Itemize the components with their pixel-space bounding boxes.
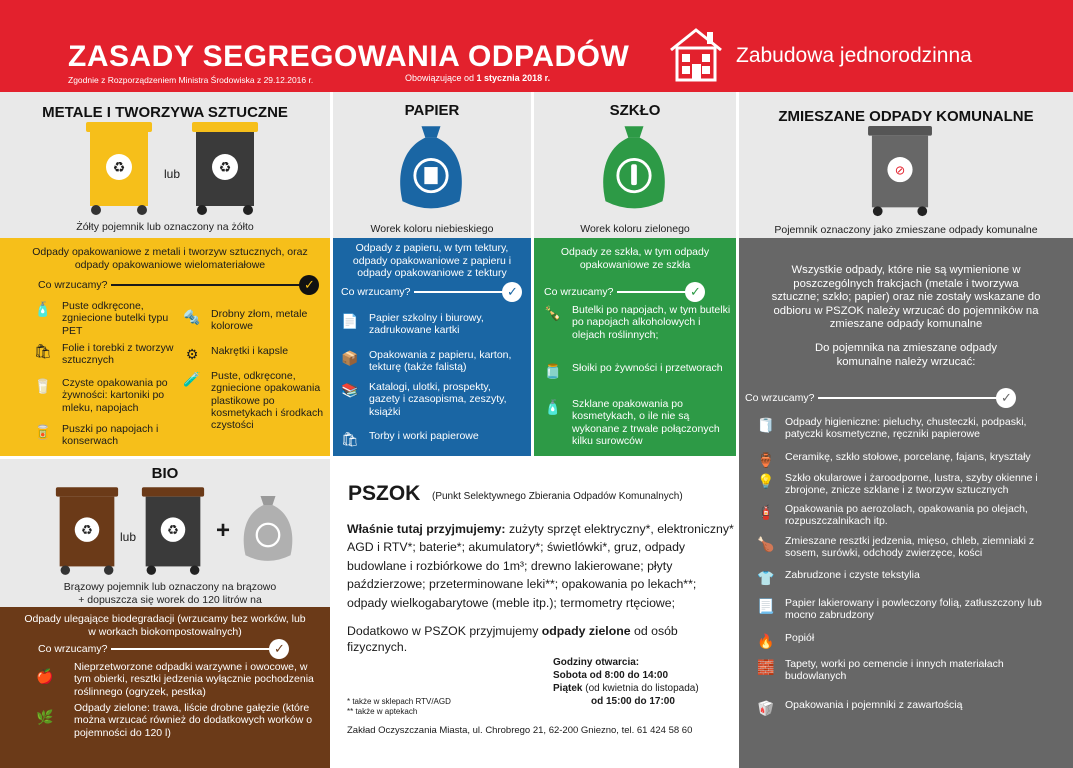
- bio-desc: Odpady ulegające biodegradacji (wrzucamy bez worków, lub w workach biokompostowalnych): [24, 613, 306, 638]
- metale-title: METALE I TWORZYWA SZTUCZNE: [42, 104, 288, 121]
- fruit-icon: 🍎: [36, 667, 54, 684]
- list-item: 📃 Papier lakierowany i powleczony folią, zatłuszczony lub mocno zabrudzony: [757, 597, 1042, 622]
- or-label: lub: [164, 167, 181, 181]
- szklo-desc: Odpady ze szkła, w tym odpady opakowaniowe ze szkła: [560, 246, 710, 271]
- svg-text:⊘: ⊘: [894, 163, 906, 178]
- house-type-label: Zabudowa jednorodzinna: [736, 44, 972, 67]
- szklo-panel: [534, 238, 736, 456]
- bio-caption: Brązowy pojemnik lub oznaczony na brązowo + dopuszcza się worek do 120 litrów na: [63, 581, 277, 606]
- list-item: 🌿 Odpady zielone: trawa, liście drobne gałęzie (które można wrzucać również do dodatkowych worków o pojemności do 120 l): [36, 702, 313, 739]
- container-icon: 🥡: [757, 699, 775, 716]
- fireplace-icon: 🔥: [757, 632, 775, 649]
- diaper-icon: 🧻: [757, 416, 775, 433]
- list-item: 📄 Papier szkolny i biurowy, zadrukowane kartki: [341, 312, 484, 337]
- jar-icon: 🫙: [544, 362, 562, 379]
- list-item: 📦 Opakowania z papieru, karton, tekturę (także falistą): [341, 349, 512, 374]
- list-item: 🧪 Puste, odkręcone, zgniecione opakowania plastikowe po kosmetykach i środkach czystości: [183, 370, 324, 432]
- page-title: ZASADY SEGREGOWANIA ODPADÓW: [68, 40, 630, 73]
- scrap-metal-icon: 🔩: [183, 308, 201, 325]
- blue-bag-icon: [393, 120, 469, 216]
- document-icon: 📄: [341, 312, 359, 329]
- food-icon: 🍗: [757, 535, 775, 552]
- metale-top: [0, 92, 330, 238]
- szklo-co-header: Co wrzucamy? ✓: [544, 282, 705, 302]
- pszok-extra: Dodatkowo w PSZOK przyjmujemy odpady zielone od osób fizycznych.: [347, 624, 678, 654]
- paper-bag-icon: 🛍: [341, 430, 359, 447]
- zmieszane-caption: Pojemnik oznaczony jako zmieszane odpady komunalne: [774, 224, 1038, 236]
- pszok-title: PSZOK: [348, 482, 421, 505]
- brown-bin-icon: [54, 487, 120, 577]
- papier-caption: Worek koloru niebieskiego: [370, 223, 494, 235]
- pszok-subtitle: (Punkt Selektywnego Zbierania Odpadów Komunalnych): [432, 491, 683, 502]
- svg-text:♻: ♻: [81, 522, 93, 538]
- papier-top: [333, 92, 531, 238]
- bio-top: [0, 459, 330, 607]
- list-item: 💡 Szkło okularowe i żaroodporne, lustra, szyby okienne i zbrojone, znicze szklane i z tworzyw sztucznych: [757, 472, 1038, 497]
- check-icon: ✓: [269, 639, 289, 659]
- list-item: 🍗 Zmieszane resztki jedzenia, mięso, chleb, ziemniaki z sosem, surówki, odchody zwierzęce, kości: [757, 535, 1035, 560]
- list-item: 🍾 Butelki po napojach, w tym butelki po napojach alkoholowych i olejach roślinnych;: [544, 304, 731, 341]
- list-item: 🫙 Słoiki po żywności i przetworach: [544, 362, 723, 379]
- szklo-top: [534, 92, 736, 238]
- list-item: 🧴 Puste odkręcone, zgniecione butelki typu PET: [34, 300, 169, 337]
- wallpaper-icon: 🧱: [757, 658, 775, 675]
- svg-text:♻: ♻: [112, 159, 126, 175]
- szklo-caption: Worek koloru zielonego: [580, 223, 690, 235]
- bottle-icon: 🧴: [34, 300, 52, 317]
- list-item: ⚙ Nakrętki i kapsle: [183, 345, 326, 363]
- house-icon: [667, 26, 725, 82]
- zmieszane-co-header: Co wrzucamy? ✓: [745, 388, 1016, 408]
- effective-date: Obowiązujące od 1 stycznia 2018 r.: [405, 73, 551, 83]
- papier-co-header: Co wrzucamy? ✓: [341, 282, 522, 302]
- metale-desc: Odpady opakowaniowe z metali i tworzyw sztucznych, oraz odpady opakowaniowe wielomateriałowe: [32, 246, 308, 271]
- check-icon: ✓: [502, 282, 522, 302]
- green-bag-icon: [596, 120, 672, 216]
- black-brown-bin-icon: [140, 487, 206, 577]
- zmieszane-desc: Wszystkie odpady, które nie są wymienione w poszczególnych frakcjach (metale i tworzywa sztuczne; szkło; papier) oraz nie zostały wskazane do odbioru w PSZOK należy wrzucać do pojemników na zmieszane odpady komunalne: [771, 264, 1041, 331]
- list-item: 🛍 Folie i torebki z tworzyw sztucznych: [34, 342, 174, 367]
- metale-caption: Żółty pojemnik lub oznaczony na żółto: [76, 221, 254, 233]
- list-item: 🏺 Ceramikę, szkło stołowe, porcelanę, fajans, kryształy: [757, 451, 1031, 468]
- list-item: 🧯 Opakowania po aerozolach, opakowania po olejach, rozpuszczalnikach itp.: [757, 503, 1028, 528]
- list-item: 🥛 Czyste opakowania po żywności: kartoniki po mleku, napojach: [34, 377, 168, 414]
- paper-sheet-icon: 📃: [757, 597, 775, 614]
- gray-bag-icon: [238, 485, 298, 573]
- list-item: 🥡 Opakowania i pojemniki z zawartością: [757, 699, 963, 716]
- metale-co-header: Co wrzucamy? ✓: [38, 275, 319, 295]
- perfume-bottle-icon: 🧴: [544, 398, 562, 415]
- zmieszane-desc-2: Do pojemnika na zmieszane odpady komunalne należy wrzucać:: [814, 342, 998, 368]
- list-item: 📚 Katalogi, ulotki, prospekty, gazety i czasopisma, zeszyty, książki: [341, 381, 507, 418]
- szklo-title: SZKŁO: [609, 102, 661, 119]
- bio-co-header: Co wrzucamy? ✓: [38, 639, 289, 659]
- list-item: 🧴 Szklane opakowania po kosmetykach, o ile nie są wykonane z trwale połączonych kilku surowców: [544, 398, 720, 447]
- footnotes: * także w sklepach RTV/AGD ** także w aptekach: [347, 697, 451, 716]
- header: [0, 0, 1073, 92]
- glass-bottles-icon: 🍾: [544, 304, 562, 321]
- zmieszane-top: [739, 92, 1073, 238]
- box-icon: 📦: [341, 349, 359, 366]
- bottle-cap-icon: ⚙: [185, 345, 199, 362]
- black-bin-icon: [190, 122, 260, 217]
- zmieszane-panel: [739, 238, 1073, 768]
- svg-text:♻: ♻: [167, 522, 179, 538]
- list-item: 👕 Zabrudzone i czyste tekstylia: [757, 569, 920, 586]
- opening-hours: Godziny otwarcia: Sobota od 8:00 do 14:00 Piątek (od kwietnia do listopada) od 15:00 do 17:00: [553, 657, 699, 707]
- zmieszane-title: ZMIESZANE ODPADY KOMUNALNE: [778, 108, 1034, 125]
- tshirt-icon: 👕: [757, 569, 775, 586]
- books-icon: 📚: [341, 381, 359, 398]
- bio-panel: [0, 607, 330, 768]
- pszok-accepted-list: Właśnie tutaj przyjmujemy: zużyty sprzęt elektryczny*, elektroniczny* AGD i RTV*; baterie*; akumulatory*; świetlówki*, gruz, odpady budowlane i rozbiórkowe do 1m³; drewno lakierowane; płyty paździerzowe; przeterminowane leki**; opakowania po lekach**; odpady wielkogabarytowe (meble itp.); termometry rtęciowe;: [347, 522, 734, 610]
- svg-text:♻: ♻: [218, 159, 232, 175]
- list-item: 🔩 Drobny złom, metale kolorowe: [183, 308, 308, 333]
- gray-bin-icon: [863, 126, 937, 218]
- milk-carton-icon: 🥛: [34, 377, 52, 394]
- plus-sign: +: [216, 517, 231, 544]
- metale-panel: [0, 238, 330, 456]
- contact-footer: Zakład Oczyszczania Miasta, ul. Chrobrego 21, 62-200 Gniezno, tel. 61 424 58 60: [347, 725, 693, 736]
- check-icon: ✓: [299, 275, 319, 295]
- foil-bag-icon: 🛍: [34, 342, 52, 359]
- aerosol-icon: 🧯: [757, 503, 775, 520]
- check-icon: ✓: [996, 388, 1016, 408]
- or-label: lub: [120, 530, 137, 544]
- list-item: 🥫 Puszki po napojach i konserwach: [34, 423, 159, 448]
- leaves-icon: 🌿: [36, 708, 54, 725]
- list-item: 🧱 Tapety, worki po cemencie i innych materiałach budowlanych: [757, 658, 1004, 683]
- check-icon: ✓: [685, 282, 705, 302]
- bio-title: BIO: [151, 465, 179, 482]
- list-item: 🔥 Popiół: [757, 632, 815, 649]
- cosmetic-bottle-icon: 🧪: [183, 370, 201, 387]
- yellow-bin-icon: [84, 122, 154, 217]
- papier-title: PAPIER: [404, 102, 460, 119]
- papier-panel: [333, 238, 531, 456]
- list-item: 🧻 Odpady higieniczne: pieluchy, chusteczki, podpaski, patyczki kosmetyczne, ręczniki papierowe: [757, 416, 1027, 441]
- papier-desc: Odpady z papieru, w tym tektury, odpady opakowaniowe z papieru i odpady opakowaniowe z tektury: [352, 242, 512, 279]
- can-icon: 🥫: [34, 423, 52, 440]
- list-item: 🍎 Nieprzetworzone odpadki warzywne i owocowe, w tym obierki, resztki jedzenia wyłącznie pochodzenia roślinnego (ogryzek, pestka): [36, 661, 314, 698]
- regulation-note: Zgodnie z Rozporządzeniem Ministra Środowiska z 29.12.2016 r.: [68, 75, 314, 85]
- ceramic-icon: 🏺: [757, 451, 775, 468]
- list-item: 🛍 Torby i worki papierowe: [341, 430, 479, 447]
- lightbulb-icon: 💡: [757, 472, 775, 489]
